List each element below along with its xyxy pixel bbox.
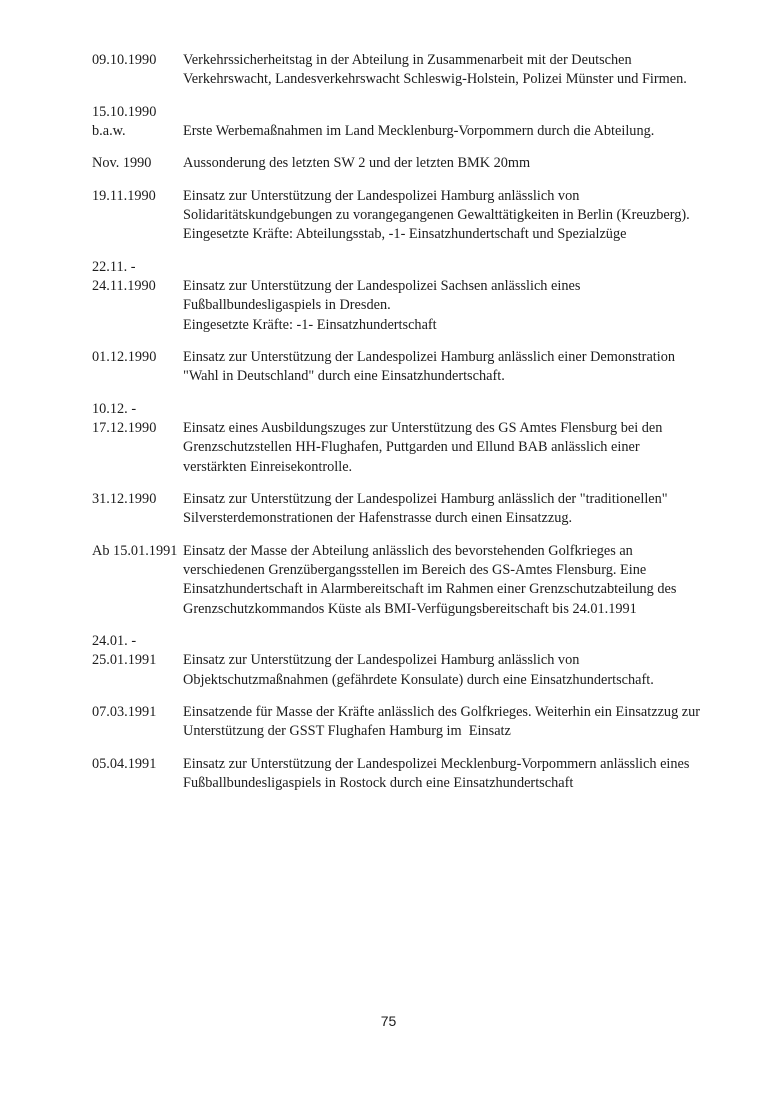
entry-date: 15.10.1990 bbox=[92, 103, 157, 120]
entry-date: 22.11. - bbox=[92, 258, 136, 275]
entry-row bbox=[92, 722, 700, 741]
entry-row bbox=[92, 542, 700, 561]
entry-text: Einsatz zur Unterstützung der Landespolizei Hamburg anlässlich der "traditionellen" bbox=[183, 490, 668, 507]
timeline-entry bbox=[92, 755, 700, 794]
entry-date bbox=[92, 458, 183, 477]
timeline-entry bbox=[92, 187, 700, 245]
timeline-entry bbox=[92, 632, 700, 690]
entry-text: Solidaritätskundgebungen zu vorangegangenen Gewalttätigkeiten in Berlin (Kreuzberg). bbox=[183, 206, 690, 223]
entry-row bbox=[92, 367, 700, 386]
entry-date bbox=[92, 509, 183, 528]
entry-text: Erste Werbemaßnahmen im Land Mecklenburg-Vorpommern durch die Abteilung. bbox=[183, 122, 655, 139]
page-number: 75 bbox=[380, 1013, 397, 1029]
entry-date bbox=[92, 580, 183, 599]
entry-row bbox=[92, 70, 700, 89]
entry-text: Einsatz zur Unterstützung der Landespolizei Hamburg anlässlich von bbox=[183, 652, 580, 669]
entry-text: Verkehrssicherheitstag in der Abteilung in Zusammenarbeit mit der Deutschen bbox=[183, 52, 632, 68]
timeline-entry bbox=[92, 400, 700, 477]
entry-date: 24.01. - bbox=[92, 632, 137, 649]
entry-text: Eingesetzte Kräfte: -1- Einsatzhundertschaft bbox=[183, 316, 437, 333]
entry-date bbox=[92, 206, 183, 225]
entry-date bbox=[92, 600, 183, 619]
entry-row bbox=[92, 316, 700, 335]
entry-date: 24.11.1990 bbox=[92, 277, 156, 294]
timeline-entry bbox=[92, 348, 700, 387]
entry-text: verstärkten Einreisekontrolle. bbox=[183, 458, 353, 475]
entry-row bbox=[92, 277, 700, 296]
entry-text: Grenzschutzkommandos Küste als BMI-Verfügungsbereitschaft bis 24.01.1991 bbox=[183, 600, 637, 617]
entry-date: 05.04.1991 bbox=[92, 755, 157, 772]
entry-row bbox=[92, 600, 700, 619]
entry-date bbox=[92, 316, 183, 335]
entry-row bbox=[92, 703, 700, 722]
entry-date: 25.01.1991 bbox=[92, 652, 157, 669]
entry-date: 07.03.1991 bbox=[92, 703, 157, 720]
chronology-list bbox=[92, 51, 700, 793]
entry-date: Ab 15.01.1991 bbox=[92, 542, 178, 559]
entry-text: verschiedenen Grenzübergangsstellen im Bereich des GS-Amtes Flensburg. Eine bbox=[183, 561, 647, 578]
entry-date: 09.10.1990 bbox=[92, 52, 157, 68]
entry-date: 10.12. - bbox=[92, 400, 137, 417]
entry-row bbox=[92, 122, 700, 141]
entry-text: Fußballbundesligaspiels in Rostock durch eine Einsatzhundertschaft bbox=[183, 774, 574, 791]
entry-date bbox=[92, 225, 183, 244]
entry-date bbox=[92, 774, 183, 793]
entry-row bbox=[92, 51, 700, 70]
entry-text: Einsatzende für Masse der Kräfte anlässlich des Golfkrieges. Weiterhin ein Einsatzzug zur bbox=[183, 703, 701, 720]
entry-date: 19.11.1990 bbox=[92, 187, 156, 204]
entry-row bbox=[92, 651, 700, 670]
entry-date bbox=[92, 367, 183, 386]
entry-row bbox=[92, 400, 700, 419]
entry-row bbox=[92, 187, 700, 206]
entry-text: Eingesetzte Kräfte: Abteilungsstab, -1- Einsatzhundertschaft und Spezialzüge bbox=[183, 226, 627, 243]
entry-text: Aussonderung des letzten SW 2 und der letzten BMK 20mm bbox=[183, 155, 531, 172]
entry-text: Einsatz zur Unterstützung der Landespolizei Hamburg anlässlich einer Demonstration bbox=[183, 348, 676, 365]
entry-text: Einsatz zur Unterstützung der Landespolizei Sachsen anlässlich eines bbox=[183, 277, 581, 294]
entry-row bbox=[92, 755, 700, 774]
entry-row bbox=[92, 154, 700, 173]
entry-row bbox=[92, 419, 700, 438]
timeline-entry bbox=[92, 703, 700, 742]
timeline-entry bbox=[92, 103, 700, 142]
timeline-entry bbox=[92, 542, 700, 619]
entry-text: Silversterdemonstrationen der Hafenstrasse durch einen Einsatzzug. bbox=[183, 510, 573, 527]
entry-date bbox=[92, 70, 183, 89]
entry-row bbox=[92, 580, 700, 599]
entry-date bbox=[92, 561, 183, 580]
entry-row bbox=[92, 296, 700, 315]
entry-date bbox=[92, 722, 183, 741]
entry-text: Einsatz zur Unterstützung der Landespolizei Hamburg anlässlich von bbox=[183, 187, 580, 204]
entry-date bbox=[92, 438, 183, 457]
entry-row bbox=[92, 774, 700, 793]
timeline-entry bbox=[92, 258, 700, 335]
entry-row bbox=[92, 348, 700, 367]
entry-row bbox=[92, 490, 700, 509]
entry-row bbox=[92, 103, 700, 122]
entry-date: 17.12.1990 bbox=[92, 419, 157, 436]
entry-date: Nov. 1990 bbox=[92, 155, 152, 172]
entry-text: Einsatzhundertschaft in Alarmbereitschaft im Rahmen einer Grenzschutzabteilung des bbox=[183, 581, 677, 598]
entry-text: Fußballbundesligaspiels in Dresden. bbox=[183, 297, 391, 314]
entry-row bbox=[92, 561, 700, 580]
entry-row bbox=[92, 206, 700, 225]
entry-row bbox=[92, 225, 700, 244]
timeline-entry bbox=[92, 51, 700, 90]
entry-text: Einsatz zur Unterstützung der Landespolizei Mecklenburg-Vorpommern anlässlich eines bbox=[183, 755, 690, 772]
entry-text: Einsatz der Masse der Abteilung anlässlich des bevorstehenden Golfkrieges an bbox=[183, 542, 633, 559]
entry-text: Verkehrswacht, Landesverkehrswacht Schleswig-Holstein, Polizei Münster und Firmen. bbox=[183, 71, 687, 88]
entry-text: Objektschutzmaßnahmen (gefährdete Konsulate) durch eine Einsatzhundertschaft. bbox=[183, 671, 654, 688]
entry-row bbox=[92, 509, 700, 528]
entry-row bbox=[92, 438, 700, 457]
entry-text: "Wahl in Deutschland" durch eine Einsatzhundertschaft. bbox=[183, 368, 505, 385]
entry-date bbox=[92, 296, 183, 315]
entry-date: b.a.w. bbox=[92, 122, 126, 139]
entry-row bbox=[92, 632, 700, 651]
timeline-entry bbox=[92, 154, 700, 173]
page-footer bbox=[0, 1012, 777, 1031]
entry-row bbox=[92, 258, 700, 277]
entry-date: 31.12.1990 bbox=[92, 490, 157, 507]
entry-text: Unterstützung der GSST Flughafen Hamburg im Einsatz bbox=[183, 723, 511, 740]
entry-row bbox=[92, 671, 700, 690]
entry-date: 01.12.1990 bbox=[92, 348, 157, 365]
timeline-entry bbox=[92, 490, 700, 529]
entry-date bbox=[92, 671, 183, 690]
entry-text: Grenzschutzstellen HH-Flughafen, Puttgarden und Ellund BAB anlässlich einer bbox=[183, 439, 640, 456]
entry-text: Einsatz eines Ausbildungszuges zur Unterstützung des GS Amtes Flensburg bei den bbox=[183, 419, 663, 436]
entry-row bbox=[92, 458, 700, 477]
